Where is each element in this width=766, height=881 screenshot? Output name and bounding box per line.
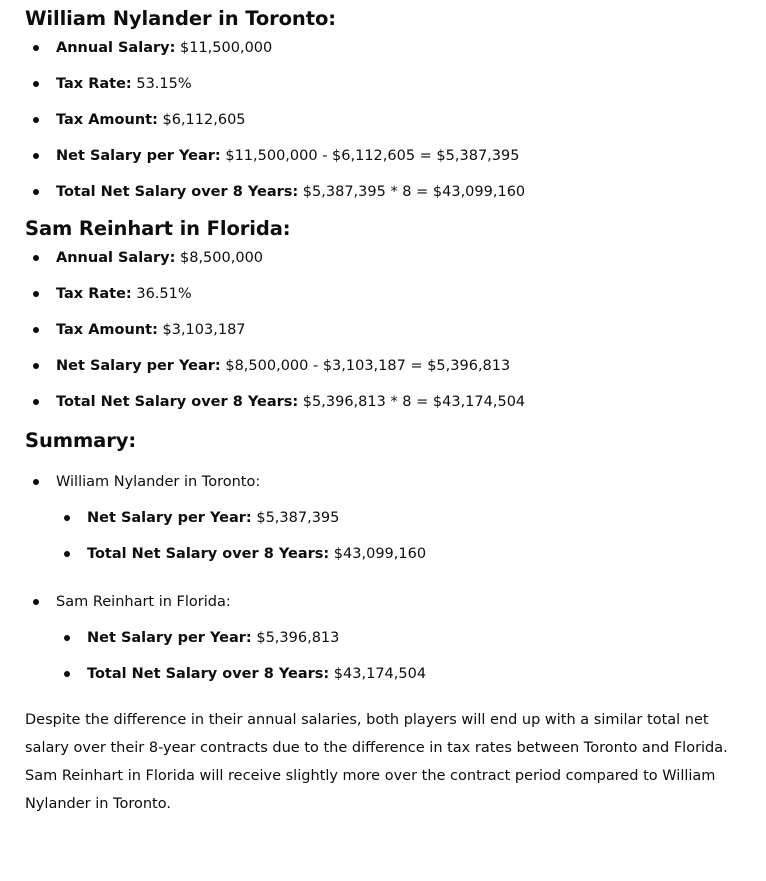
item-label: Tax Amount: [56, 322, 158, 338]
list-item [56, 664, 741, 684]
list-item [56, 544, 741, 564]
list-item [56, 628, 741, 648]
reinhart-heading: Sam Reinhart in Florida: [25, 217, 291, 240]
item-value: $8,500,000 - $3,103,187 = $5,396,813 [220, 358, 511, 374]
summary-list [25, 472, 741, 684]
item-value: 36.51% [131, 286, 192, 302]
item-label: Annual Salary: [56, 250, 176, 266]
item-label: Net Salary per Year: [87, 510, 252, 526]
item-value: 53.15% [131, 76, 192, 92]
item-value: $43,099,160 [329, 546, 427, 562]
item-label: Total Net Salary over 8 Years: [87, 666, 330, 682]
item-label: Tax Rate: [56, 286, 132, 302]
item-value: $5,387,395 * 8 = $43,099,160 [298, 184, 526, 200]
list-item [56, 508, 741, 528]
item-label: Tax Rate: [56, 76, 132, 92]
list-item [25, 392, 741, 412]
item-label: Net Salary per Year: [87, 630, 252, 646]
item-value: $11,500,000 [175, 40, 273, 56]
item-value: $5,387,395 [251, 510, 340, 526]
nylander-heading: William Nylander in Toronto: [25, 7, 336, 30]
summary-group-title: Sam Reinhart in Florida: [56, 594, 231, 610]
item-label: Total Net Salary over 8 Years: [87, 546, 330, 562]
item-value: $11,500,000 - $6,112,605 = $5,387,395 [220, 148, 520, 164]
item-label: Total Net Salary over 8 Years: [56, 184, 299, 200]
summary-group-reinhart [25, 592, 741, 684]
item-value: $8,500,000 [175, 250, 264, 266]
list-item [25, 320, 741, 340]
summary-heading: Summary: [25, 429, 137, 452]
item-label: Tax Amount: [56, 112, 158, 128]
item-value: $43,174,504 [329, 666, 427, 682]
item-value: $5,396,813 * 8 = $43,174,504 [298, 394, 526, 410]
summary-group-title: William Nylander in Toronto: [56, 474, 261, 490]
item-label: Total Net Salary over 8 Years: [56, 394, 299, 410]
list-item [25, 146, 741, 166]
item-value: $6,112,605 [157, 112, 246, 128]
reinhart-list [25, 248, 741, 412]
summary-sublist [56, 508, 741, 564]
list-item [25, 74, 741, 94]
list-item [25, 38, 741, 58]
conclusion-paragraph: Despite the difference in their annual salaries, both players will end up with a similar total net salary over their 8-year contracts due to the difference in tax rates between Toronto and Florida. Sam Reinhart in Florida will receive slightly more over the contract period compared to William Nylander in Toronto. [25, 712, 728, 812]
item-label: Annual Salary: [56, 40, 176, 56]
list-item [25, 356, 741, 376]
list-item [25, 284, 741, 304]
item-label: Net Salary per Year: [56, 148, 221, 164]
item-value: $3,103,187 [157, 322, 246, 338]
item-label: Net Salary per Year: [56, 358, 221, 374]
nylander-list [25, 38, 741, 202]
summary-group-nylander [25, 472, 741, 564]
list-item [25, 248, 741, 268]
summary-sublist [56, 628, 741, 684]
list-item [25, 110, 741, 130]
item-value: $5,396,813 [251, 630, 340, 646]
list-item [25, 182, 741, 202]
